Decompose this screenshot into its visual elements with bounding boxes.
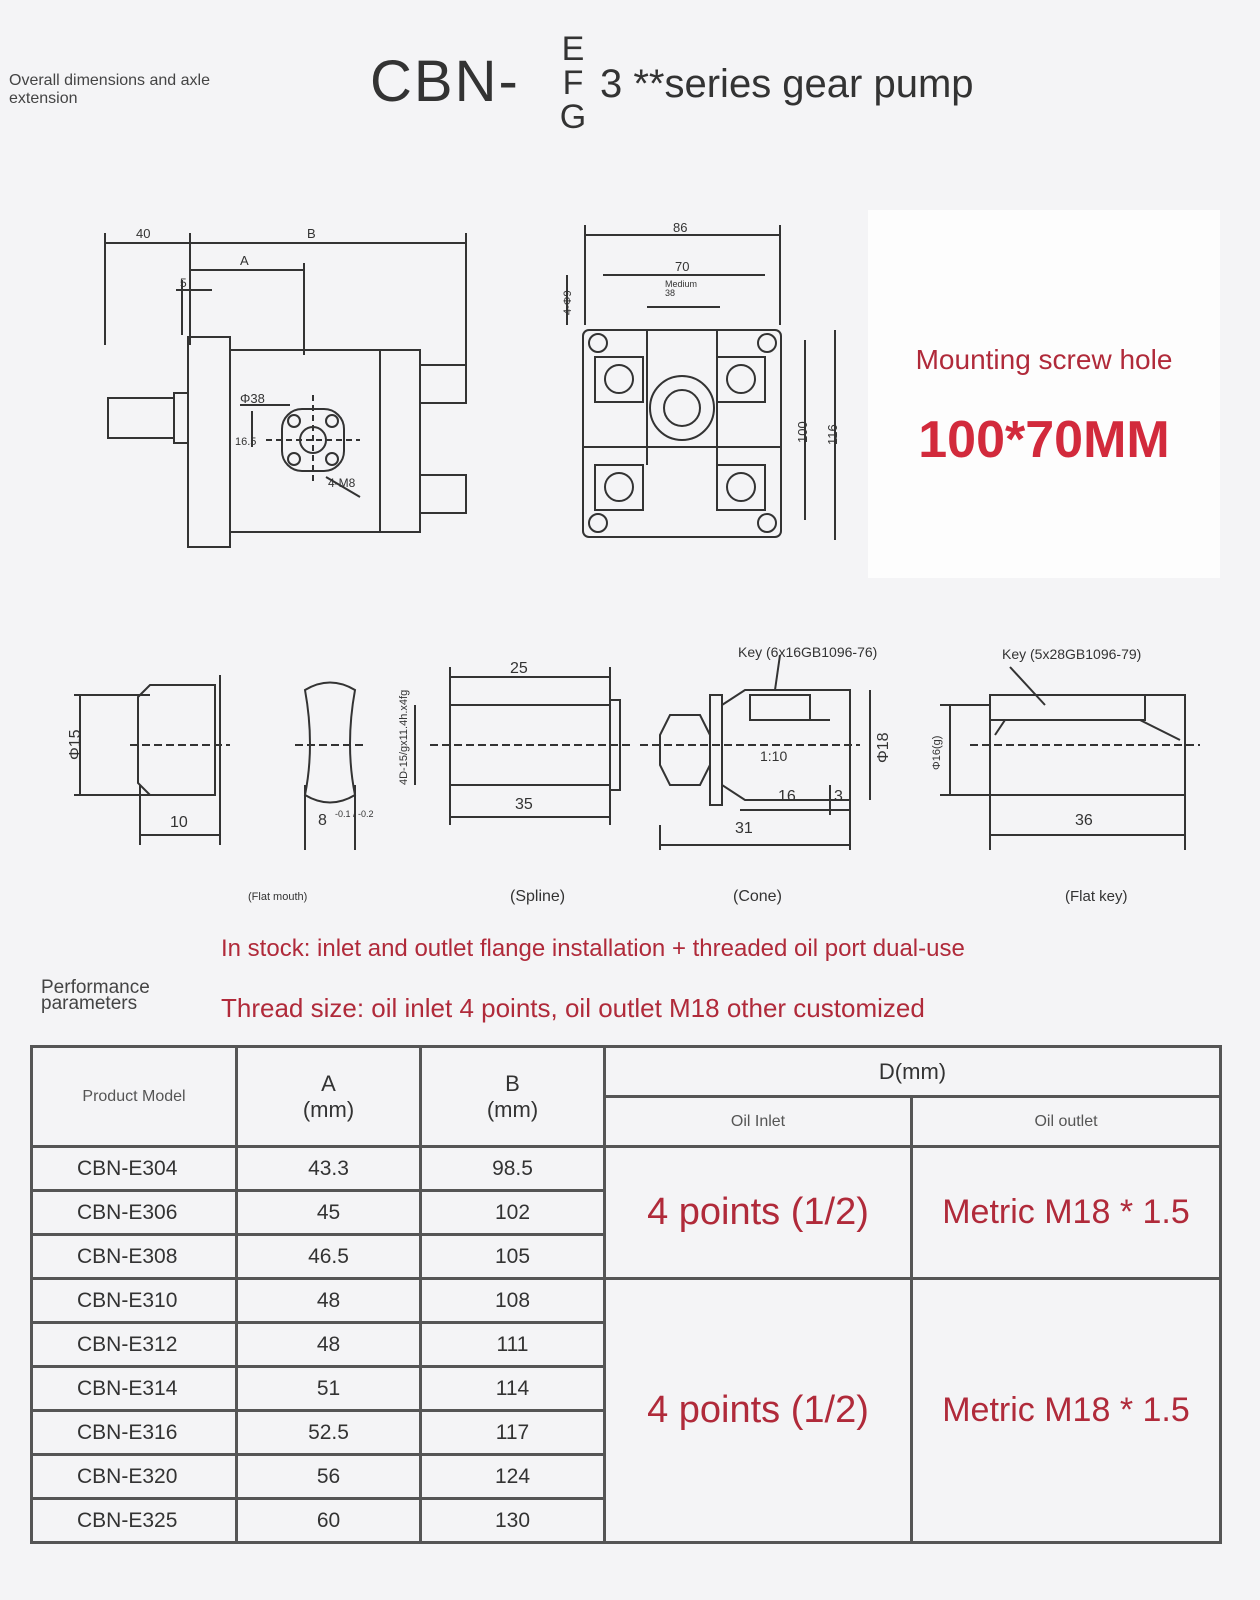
caption-flat-mouth: (Flat mouth) — [248, 891, 308, 903]
dim-4-phi9: 4-Φ9 — [562, 290, 574, 315]
header-a — [237, 1047, 421, 1147]
group2-outlet: Metric M18 * 1.5 — [912, 1279, 1221, 1543]
row-a: 60 — [237, 1499, 421, 1543]
row-a: 48 — [237, 1323, 421, 1367]
dim-35: 35 — [515, 796, 533, 813]
dim-phi16: Φ16(g) — [931, 735, 943, 770]
row-b: 102 — [421, 1191, 605, 1235]
header-oil-inlet: Oil Inlet — [605, 1097, 912, 1147]
group2-inlet: 4 points (1/2) — [605, 1279, 912, 1543]
title-variants — [556, 32, 590, 134]
row-a: 46.5 — [237, 1235, 421, 1279]
flat-key-label: Key (5x28GB1096-79) — [1002, 646, 1142, 662]
title-variant-e: E — [561, 30, 585, 68]
dim-100: 100 — [795, 421, 810, 443]
row-b: 124 — [421, 1455, 605, 1499]
row-model: CBN-E325 — [32, 1499, 237, 1543]
table-row — [32, 1279, 1221, 1323]
header-d: D(mm) — [605, 1047, 1221, 1097]
row-model: CBN-E304 — [32, 1147, 237, 1191]
row-model: CBN-E316 — [32, 1411, 237, 1455]
table-row — [32, 1147, 1221, 1191]
row-a: 56 — [237, 1455, 421, 1499]
row-model: CBN-E306 — [32, 1191, 237, 1235]
title-prefix: CBN- — [370, 49, 520, 114]
row-b: 105 — [421, 1235, 605, 1279]
spec-table — [30, 1045, 1222, 1544]
header-a-unit: (mm) — [302, 1096, 355, 1122]
row-a: 45 — [237, 1191, 421, 1235]
dim-3: 3 — [834, 788, 843, 805]
note-stock: In stock: inlet and outlet flange installation + threaded oil port dual-use — [221, 935, 965, 962]
header-model: Product Model — [32, 1047, 237, 1147]
dim-31: 31 — [735, 820, 753, 837]
row-model: CBN-E314 — [32, 1367, 237, 1411]
dim-38: 38 — [665, 288, 676, 298]
header-b-unit: (mm) — [486, 1096, 539, 1122]
header-b-label: B — [505, 1070, 520, 1096]
row-a: 52.5 — [237, 1411, 421, 1455]
dim-a: A — [240, 253, 249, 268]
row-b: 130 — [421, 1499, 605, 1543]
dim-medium: Medium — [665, 279, 698, 289]
cone-key-label: Key (6x16GB1096-76) — [738, 645, 878, 660]
mounting-panel — [868, 210, 1220, 578]
row-a: 48 — [237, 1279, 421, 1323]
note-thread: Thread size: oil inlet 4 points, oil outlet M18 other customized — [221, 993, 925, 1023]
title-suffix: 3 **series gear pump — [600, 62, 974, 106]
row-a: 51 — [237, 1367, 421, 1411]
row-b: 108 — [421, 1279, 605, 1323]
dim-5: 5 — [180, 276, 187, 290]
dim-phi38: Φ38 — [240, 391, 265, 406]
dim-8: 8 — [318, 812, 327, 829]
dim-10: 10 — [170, 814, 188, 831]
row-b: 98.5 — [421, 1147, 605, 1191]
row-model: CBN-E310 — [32, 1279, 237, 1323]
row-b: 111 — [421, 1323, 605, 1367]
header-b — [421, 1047, 605, 1147]
row-b: 117 — [421, 1411, 605, 1455]
spline-spec: 4D-15/gx11.4h.x4fg — [398, 689, 410, 785]
front-view-drawing — [555, 215, 855, 550]
row-model: CBN-E312 — [32, 1323, 237, 1367]
caption-cone: (Cone) — [733, 888, 782, 905]
dim-16-5: 16.5 — [235, 436, 257, 448]
dim-36: 36 — [1075, 812, 1093, 829]
group1-inlet: 4 points (1/2) — [605, 1147, 912, 1279]
dim-116: 116 — [825, 424, 840, 445]
row-a: 43.3 — [237, 1147, 421, 1191]
group1-outlet: Metric M18 * 1.5 — [912, 1147, 1221, 1279]
dim-8-tol: -0.1 / -0.2 — [335, 809, 374, 819]
dim-86: 86 — [673, 220, 688, 235]
performance-label: Performance parameters — [41, 977, 150, 1014]
header-a-label: A — [321, 1070, 336, 1096]
row-model: CBN-E308 — [32, 1235, 237, 1279]
dim-70: 70 — [675, 259, 690, 274]
dim-b: B — [307, 226, 316, 241]
mounting-value: 100*70MM — [918, 411, 1170, 469]
row-model: CBN-E320 — [32, 1455, 237, 1499]
side-view-drawing — [90, 215, 490, 560]
row-b: 114 — [421, 1367, 605, 1411]
header-oil-outlet: Oil outlet — [912, 1097, 1221, 1147]
dim-phi15: Φ15 — [67, 729, 84, 760]
dim-40: 40 — [136, 226, 151, 241]
dim-4-m8: 4-M8 — [328, 476, 356, 490]
dim-phi18: Φ18 — [875, 732, 892, 763]
cone-taper: 1:10 — [760, 748, 788, 764]
dim-25: 25 — [510, 660, 528, 677]
title-variant-f: F — [562, 64, 584, 102]
shaft-extension-drawing — [60, 645, 1210, 915]
title-variant-g: G — [559, 98, 587, 136]
mounting-label: Mounting screw hole — [915, 344, 1173, 375]
caption-spline: (Spline) — [510, 888, 566, 905]
caption-flat-key: (Flat key) — [1065, 888, 1128, 905]
dim-16: 16 — [778, 788, 796, 805]
section-label-dimensions: Overall dimensions and axle extension — [9, 72, 210, 107]
